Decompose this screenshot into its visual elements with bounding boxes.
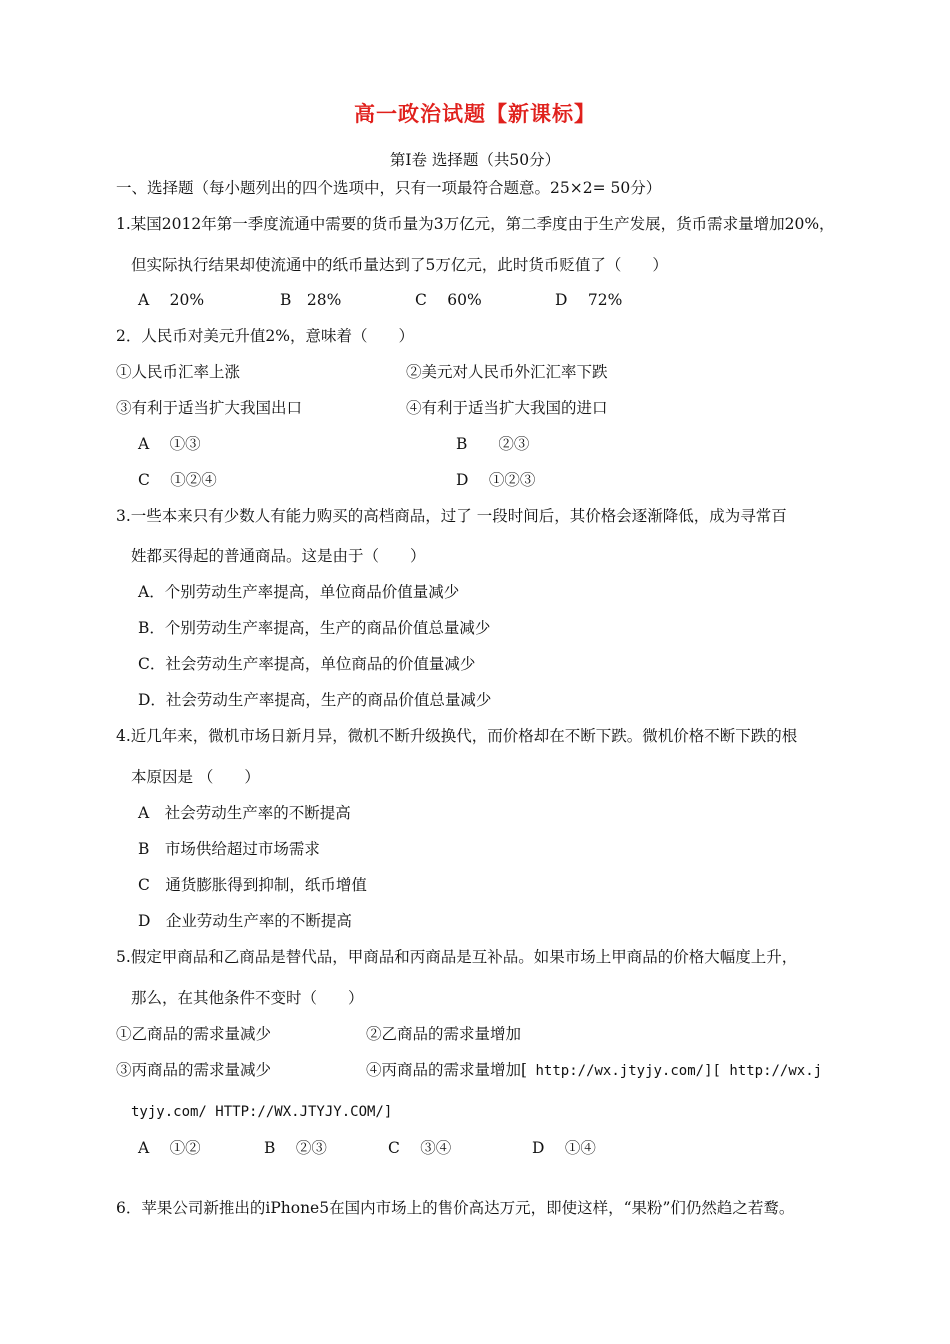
statement-3: ③丙商品的需求量减少 bbox=[116, 1061, 272, 1079]
question-4-option-c: C 通货膨胀得到抑制，纸币增值 bbox=[138, 876, 367, 894]
question-3-option-c: C．社会劳动生产率提高，单位商品的价值量减少 bbox=[138, 655, 476, 673]
question-4-line-1: 4.近几年来，微机市场日新月异，微机不断升级换代，而价格却在不断下跌。微机价格不断下跌的根 bbox=[116, 727, 798, 745]
question-3-option-d: D．社会劳动生产率提高，生产的商品价值总量减少 bbox=[138, 691, 492, 709]
statement-4-text: ④丙商品的需求量增加[ bbox=[366, 1061, 528, 1079]
link-text-1: http://wx.jtyjy.com/][ http://wx.j bbox=[527, 1063, 823, 1079]
question-5-line-2: 那么，在其他条件不变时（ ） bbox=[131, 989, 364, 1007]
question-3-line-1: 3.一些本来只有少数人有能力购买的高档商品，过了 一段时间后，其价格会逐渐降低，成为寻常百 bbox=[116, 507, 787, 525]
option-d: D ①④ bbox=[532, 1139, 596, 1157]
statement-1: ①乙商品的需求量减少 bbox=[116, 1025, 272, 1043]
question-3-option-a: A．个别劳动生产率提高，单位商品价值量减少 bbox=[138, 583, 460, 601]
question-4-option-b: B 市场供给超过市场需求 bbox=[138, 840, 320, 858]
question-4-option-d: D 企业劳动生产率的不断提高 bbox=[138, 912, 352, 930]
question-3-option-b: B．个别劳动生产率提高，生产的商品价值总量减少 bbox=[138, 619, 491, 637]
question-4-line-2: 本原因是 （ ） bbox=[131, 768, 260, 786]
option-c: C ③④ bbox=[388, 1139, 452, 1157]
question-1-line-1: 1.某国2012年第一季度流通中需要的货币量为3万亿元，第二季度由于生产发展，货币需求量增加20%， bbox=[116, 215, 835, 233]
question-4-option-a: A 社会劳动生产率的不断提高 bbox=[138, 804, 351, 822]
question-5-line-1: 5.假定甲商品和乙商品是替代品，甲商品和丙商品是互补品。如果市场上甲商品的价格大幅度上升， bbox=[116, 948, 798, 966]
option-b: B 28% bbox=[280, 291, 342, 309]
statement-3: ③有利于适当扩大我国出口 bbox=[116, 399, 303, 417]
option-c: C 60% bbox=[415, 291, 482, 309]
page-title: 高一政治试题【新课标】 bbox=[354, 102, 596, 126]
option-c: C ①②④ bbox=[138, 471, 217, 489]
statement-4: ④有利于适当扩大我国的进口 bbox=[406, 399, 608, 417]
statement-1: ①人民币汇率上涨 bbox=[116, 363, 241, 381]
section-heading: 一、选择题（每小题列出的四个选项中，只有一项最符合题意。25×2= 50分） bbox=[116, 179, 662, 197]
option-a: A 20% bbox=[138, 291, 205, 309]
link-text-2: tyjy.com/ HTTP://WX.JTYJY.COM/] bbox=[131, 1104, 393, 1120]
statement-4 bbox=[366, 1060, 822, 1081]
option-a: A ①③ bbox=[138, 435, 201, 453]
option-b: B ②③ bbox=[456, 435, 530, 453]
statement-2: ②乙商品的需求量增加 bbox=[366, 1025, 522, 1043]
part-heading: 第Ⅰ卷 选择题（共50分） bbox=[389, 151, 561, 169]
question-2-line-1: 2．人民币对美元升值2%，意味着（ ） bbox=[116, 327, 414, 345]
question-3-line-2: 姓都买得起的普通商品。这是由于（ ） bbox=[131, 547, 426, 565]
option-b: B ②③ bbox=[264, 1139, 327, 1157]
question-6-line-1: 6．苹果公司新推出的iPhone5在国内市场上的售价高达万元，即使这样，“果粉”们仍然趋之若鹜。 bbox=[116, 1199, 795, 1217]
statement-2: ②美元对人民币外汇汇率下跌 bbox=[406, 363, 608, 381]
option-d: D ①②③ bbox=[456, 471, 536, 489]
option-d: D 72% bbox=[555, 291, 623, 309]
question-1-line-2: 但实际执行结果却使流通中的纸币量达到了5万亿元，此时货币贬值了（ ） bbox=[131, 256, 668, 274]
option-a: A ①② bbox=[138, 1139, 201, 1157]
